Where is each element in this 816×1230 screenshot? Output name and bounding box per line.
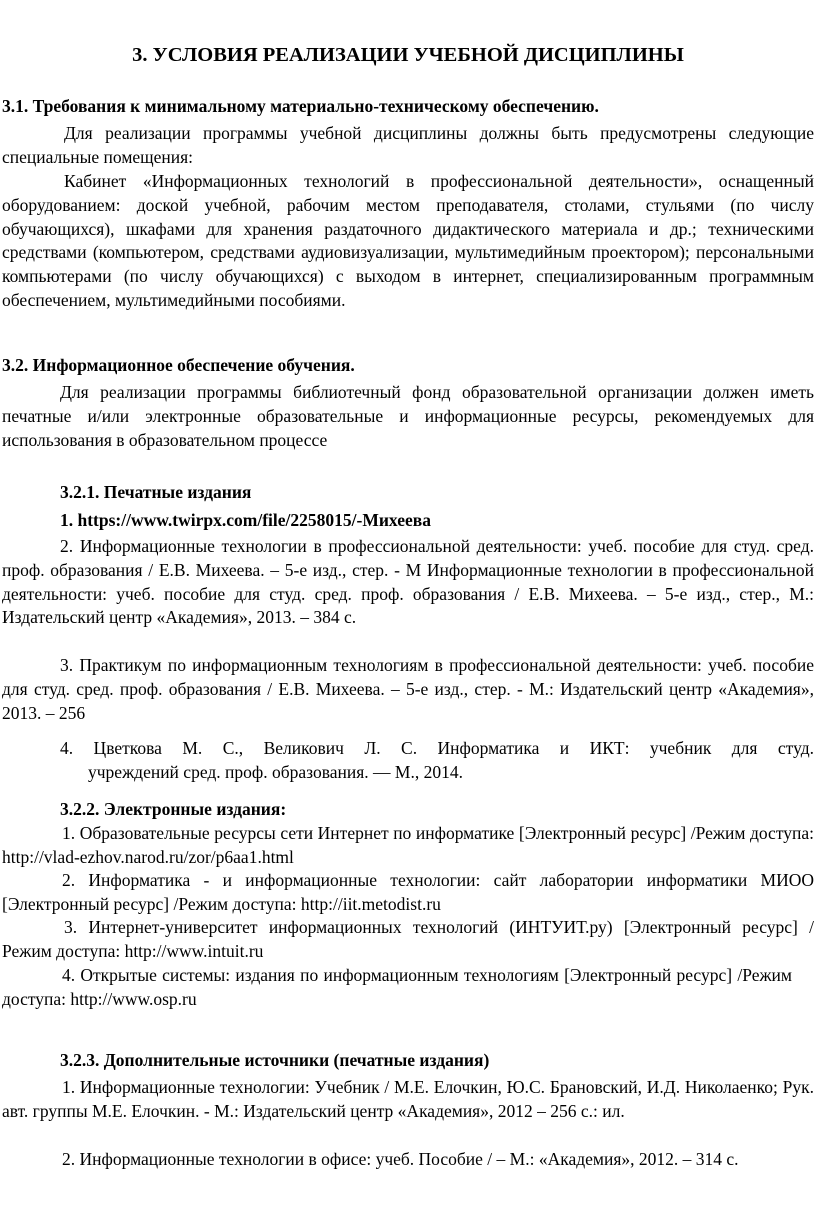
printed-item-2: 2. Информационные технологии в профессиональной деятельности: учеб. пособие для студ. сред. проф. образования / Е.В. Михеева. – 5-е изд., стер. - М Информационные технологии в профессиональной деятельности: учеб. пособие для студ. сред. проф. образования / Е.В. Михеева. – 5-е изд., стер., М.: Издательский центр «Академия», 2013. – 384 с. <box>2 536 814 628</box>
section-3-1-paragraph-1: Для реализации программы учебной дисциплины должны быть предусмотрены следующие специальные помещения: <box>2 123 814 167</box>
printed-item-4-line-2: учреждений сред. проф. образования. — М., 2014. <box>88 762 463 782</box>
section-3-2-1-heading: 3.2.1. Печатные издания <box>60 482 252 502</box>
page-title: 3. УСЛОВИЯ РЕАЛИЗАЦИИ УЧЕБНОЙ ДИСЦИПЛИНЫ <box>132 44 684 66</box>
printed-item-3: 3. Практикум по информационным технологиям в профессиональной деятельности: учеб. пособие для студ. сред. проф. образования / Е.В. Михеева. – 5-е изд., стер. - М.: Издательский центр «Академия», 2013. – 256 <box>2 655 814 723</box>
section-3-2-3-heading: 3.2.3. Дополнительные источники (печатные издания) <box>60 1050 490 1070</box>
section-3-1-heading: 3.1. Требования к минимальному материально-техническому обеспечению. <box>2 96 599 116</box>
section-3-2-heading: 3.2. Информационное обеспечение обучения. <box>2 355 355 375</box>
electronic-item-1: 1. Образовательные ресурсы сети Интернет по информатике [Электронный ресурс] /Режим доступа: http://vlad-ezhov.narod.ru/zor/p6aa1.html <box>2 823 814 867</box>
section-3-1-paragraph-2: Кабинет «Информационных технологий в профессиональной деятельности», оснащенный оборудованием: доской учебной, рабочим местом преподавателя, столами, стульями (по числу обучающихся), шкафами для хранения раздаточного дидактического материала и др.; техническими средствами (компьютером, средствами аудиовизуализации, мультимедийным проектором); персональными компьютерами (по числу обучающихся) с выходом в интернет, специализированным программным обеспечением, мультимедийными пособиями. <box>2 171 814 310</box>
electronic-item-2: 2. Информатика - и информационные технологии: сайт лаборатории информатики МИОО [Электронный ресурс] /Режим доступа: http://iit.metodist.ru <box>2 870 814 914</box>
section-3-2-paragraph: Для реализации программы библиотечный фонд образовательной организации должен иметь печатные и/или электронные образовательные и информационные ресурсы, рекомендуемых для использования в образовательном процессе <box>2 382 814 450</box>
electronic-item-4: 4. Открытые системы: издания по информационным технологиям [Электронный ресурс] /Режим доступа: http://www.osp.ru <box>2 965 792 1009</box>
printed-item-1: 1. https://www.twirpx.com/file/2258015/-Михеева <box>60 510 431 530</box>
electronic-item-3: 3. Интернет-университет информационных технологий (ИНТУИТ.ру) [Электронный ресурс] /Режим доступа: http://www.intuit.ru <box>2 917 814 961</box>
section-3-2-2-heading: 3.2.2. Электронные издания: <box>60 799 287 819</box>
printed-item-4-line-1: 4. Цветкова М. С., Великович Л. С. Информатика и ИКТ: учебник для студ. <box>60 738 814 758</box>
additional-item-1: 1. Информационные технологии: Учебник / М.Е. Елочкин, Ю.С. Брановский, И.Д. Николаенко; Рук. авт. группы М.Е. Елочкин. - М.: Издательский центр «Академия», 2012 – 256 с.: ил. <box>2 1077 814 1121</box>
additional-item-2: 2. Информационные технологии в офисе: учеб. Пособие / – М.: «Академия», 2012. – 314 с. <box>62 1149 739 1169</box>
